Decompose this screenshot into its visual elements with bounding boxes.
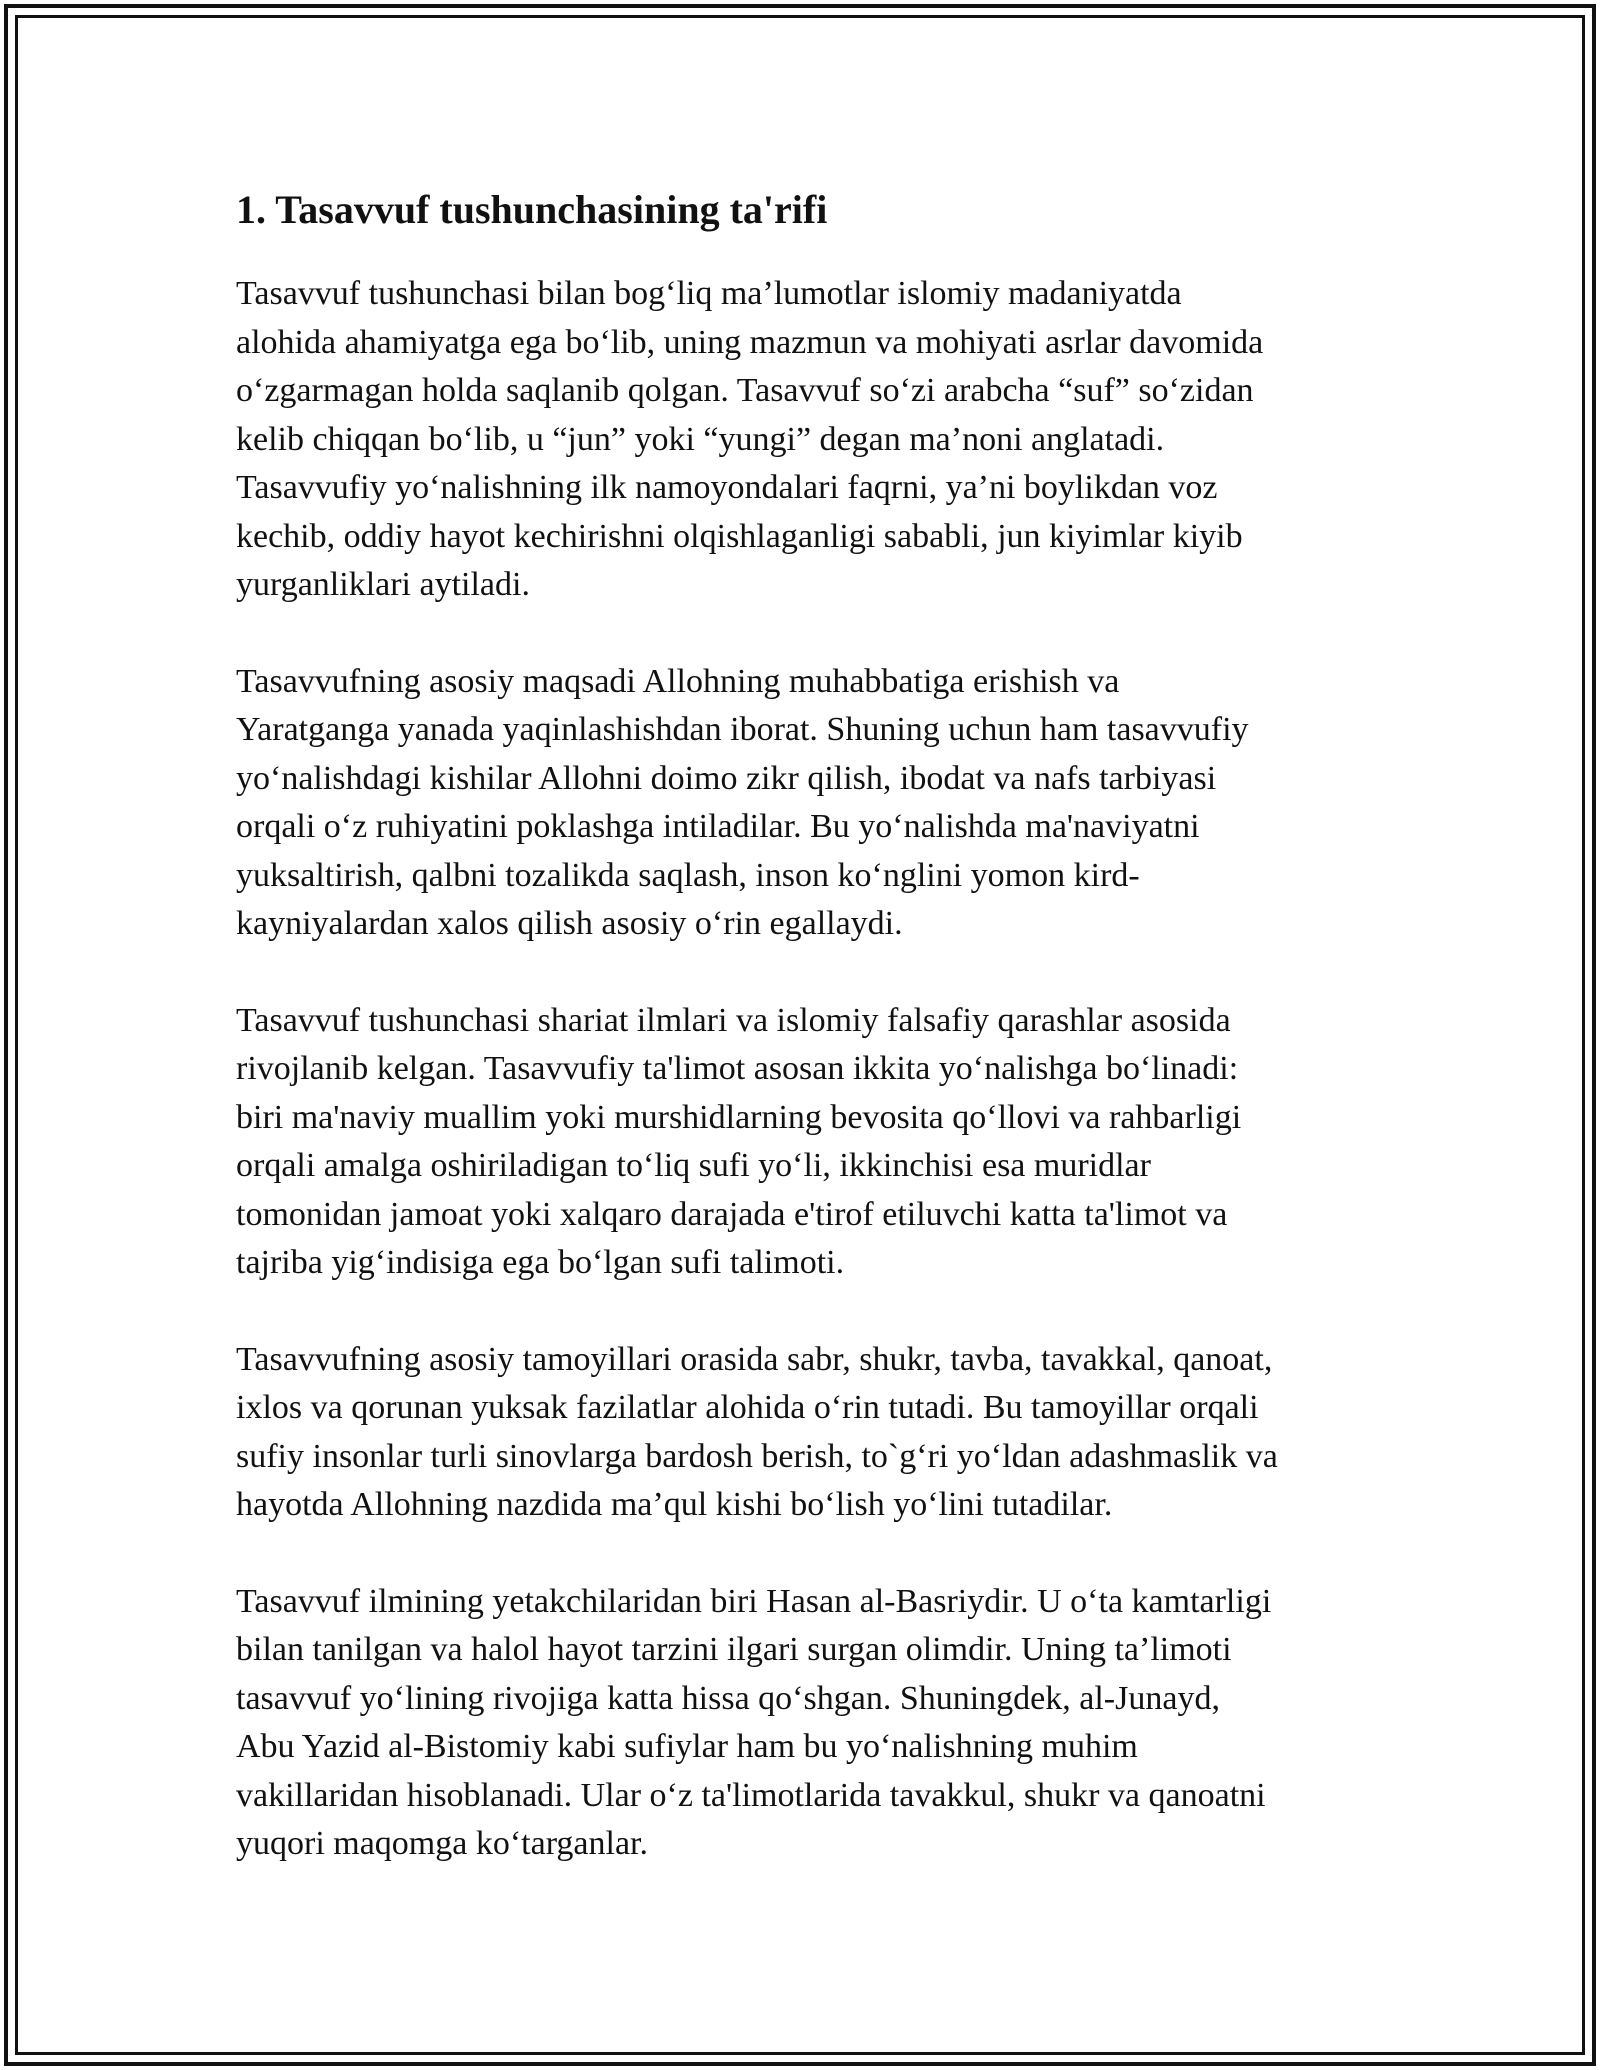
paragraph-5 [236,1578,1376,1869]
paragraph-line: kechib, oddiy hayot kechirishni olqishlaganligi sababli, jun kiyimlar kiyib [236,517,1243,555]
paragraph-line: alohida ahamiyatga ega bo‘lib, uning mazmun va mohiyati asrlar davomida [236,323,1264,361]
paragraph-line: Tasavvuf tushunchasi bilan bog‘liq ma’lumotlar islomiy madaniyatda [236,275,1182,312]
paragraph-line: Tasavvufning asosiy maqsadi Allohning muhabbatiga erishish va [236,662,1120,700]
paragraph-line: yuqori maqomga ko‘targanlar. [236,1825,648,1862]
paragraph-line: rivojlanib kelgan. Tasavvufiy ta'limot asosan ikkita yo‘nalishga bo‘linadi: [236,1050,1239,1087]
paragraph-2 [236,658,1376,949]
paragraph-line: yo‘nalishdagi kishilar Allohni doimo zikr qilish, ibodat va nafs tarbiyasi [236,759,1217,797]
paragraph-line: Abu Yazid al-Bistomiy kabi sufiylar ham bu yo‘nalishning muhim [236,1728,1138,1765]
paragraph-line: vakillaridan hisoblanadi. Ular o‘z ta'limotlarida tavakkul, shukr va qanoatni [236,1776,1266,1814]
paragraph-line: kelib chiqqan bo‘lib, u “jun” yoki “yungi” degan ma’noni anglatadi. [236,420,1165,458]
paragraph-line: kayniyalardan xalos qilish asosiy o‘rin egallaydi. [236,905,903,942]
paragraph-line: Tasavvufning asosiy tamoyillari orasida sabr, shukr, tavba, tavakkal, qanoat, [236,1340,1273,1378]
paragraph-line: tasavvuf yo‘lining rivojiga katta hissa qo‘shgan. Shuningdek, al-Junayd, [236,1679,1220,1717]
document-body [236,180,1376,1917]
paragraph-line: hayotda Allohning nazdida ma’qul kishi bo‘lish yo‘lini tutadilar. [236,1486,1113,1523]
paragraph-line: tomonidan jamoat yoki xalqaro darajada e'tirof etiluvchi katta ta'limot va [236,1195,1228,1233]
paragraph-line: Tasavvuf tushunchasi shariat ilmlari va islomiy falsafiy qarashlar asosida [236,1001,1231,1039]
paragraph-line: yuksaltirish, qalbni tozalikda saqlash, inson ko‘nglini yomon kird- [236,856,1140,894]
paragraph-3 [236,997,1376,1288]
paragraph-line: bilan tanilgan va halol hayot tarzini ilgari surgan olimdir. Uning ta’limoti [236,1631,1232,1668]
paragraph-line: biri ma'naviy muallim yoki murshidlarning bevosita qo‘llovi va rahbarligi [236,1098,1242,1136]
paragraph-line: o‘zgarmagan holda saqlanib qolgan. Tasavvuf so‘zi arabcha “suf” so‘zidan [236,372,1254,409]
section-heading: 1. Tasavvuf tushunchasining ta'rifi [236,187,828,232]
paragraph-line: Tasavvuf ilmining yetakchilaridan biri Hasan al-Basriydir. U o‘ta kamtarligi [236,1582,1272,1620]
paragraph-4 [236,1336,1376,1530]
paragraph-1 [236,270,1376,610]
paragraphs-container [236,270,1376,1869]
paragraph-line: Yaratganga yanada yaqinlashishdan iborat. Shuning uchun ham tasavvufiy [236,711,1249,748]
paragraph-line: tajriba yig‘indisiga ega bo‘lgan sufi talimoti. [236,1244,845,1281]
paragraph-line: yurganliklari aytiladi. [236,566,530,603]
paragraph-line: orqali amalga oshiriladigan to‘liq sufi yo‘li, ikkinchisi esa muridlar [236,1147,1151,1184]
paragraph-line: Tasavvufiy yo‘nalishning ilk namoyondalari faqrni, ya’ni boylikdan voz [236,469,1218,506]
paragraph-line: ixlos va qorunan yuksak fazilatlar alohida o‘rin tutadi. Bu tamoyillar orqali [236,1389,1259,1426]
paragraph-line: sufiy insonlar turli sinovlarga bardosh berish, to`g‘ri yo‘ldan adashmaslik va [236,1437,1278,1475]
paragraph-line: orqali o‘z ruhiyatini poklashga intiladilar. Bu yo‘nalishda ma'naviyatni [236,808,1200,845]
